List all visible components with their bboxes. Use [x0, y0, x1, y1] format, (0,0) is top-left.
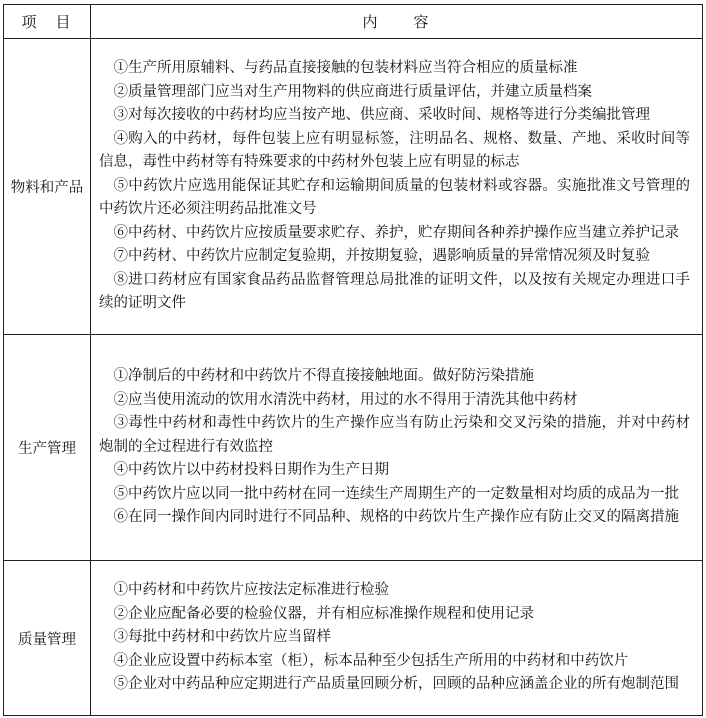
content-quality — [91, 561, 703, 716]
header-item: 项 目 — [4, 5, 91, 39]
header-content: 内 容 — [91, 5, 703, 39]
list-item: ⑦中药材、中药饮片应制定复验期，并按期复验，遇影响质量的异常情况须及时复验 — [113, 248, 650, 265]
list-item: ②应当使用流动的饮用水清洗中药材，用过的水不得用于清洗其他中药材 — [113, 391, 578, 408]
list-item: ⑥中药材、中药饮片应按质量要求贮存、养护，贮存期间各种养护操作应当建立养护记录 — [113, 224, 679, 241]
list-item: ②企业应配备必要的检验仪器，并有相应标准操作规程和使用记录 — [113, 605, 534, 622]
list-item: ③对每次接收的中药材均应当按产地、供应商、采收时间、规格等进行分类编批管理 — [113, 107, 650, 124]
content-materials — [91, 39, 703, 335]
list-item: ①净制后的中药材和中药饮片不得直接接触地面。做好防污染措施 — [113, 368, 534, 385]
list-item: ③每批中药材和中药饮片应当留样 — [113, 629, 331, 646]
table-row-materials — [4, 39, 703, 335]
regulation-table — [3, 4, 703, 716]
list-item: ①中药材和中药饮片应按法定标准进行检验 — [113, 582, 389, 599]
table-header-row — [4, 5, 703, 39]
list-item: ③毒性中药材和毒性中药饮片的生产操作应当有防止污染和交叉污染的措施，并对中药材炮制的全过程进行有效监控 — [99, 415, 690, 455]
list-item: ①生产所用原辅料、与药品直接接触的包装材料应当符合相应的质量标准 — [113, 60, 578, 77]
list-item: ④中药饮片以中药材投料日期作为生产日期 — [113, 462, 389, 479]
table-row-production — [4, 335, 703, 561]
table-row-quality — [4, 561, 703, 716]
list-item: ④企业应设置中药标本室（柜），标本品种至少包括生产所用的中药材和中药饮片 — [113, 652, 629, 669]
list-item: ⑤企业对中药品种应定期进行产品质量回顾分析，回顾的品种应涵盖企业的所有炮制范围 — [113, 676, 679, 693]
list-item: ⑥在同一操作间内同时进行不同品种、规格的中药饮片生产操作应有防止交叉的隔离措施 — [113, 509, 679, 526]
content-production — [91, 335, 703, 561]
category-materials: 物料和产品 — [4, 39, 91, 335]
list-item: ④购入的中药材，每件包装上应有明显标签，注明品名、规格、数量、产地、采收时间等信息，毒性中药材等有特殊要求的中药材外包装上应有明显的标志 — [99, 130, 690, 171]
list-item: ⑧进口药材应有国家食品药品监督管理总局批准的证明文件，以及按有关规定办理进口手续的证明文件 — [99, 271, 690, 312]
list-item: ②质量管理部门应当对生产用物料的供应商进行质量评估，并建立质量档案 — [113, 83, 592, 100]
list-item: ⑤中药饮片应选用能保证其贮存和运输期间质量的包装材料或容器。实施批准文号管理的中药饮片还必须注明药品批准文号 — [99, 177, 690, 218]
list-item: ⑤中药饮片应以同一批中药材在同一连续生产周期生产的一定数量相对均质的成品为一批 — [113, 485, 679, 502]
category-quality: 质量管理 — [4, 561, 91, 716]
category-production: 生产管理 — [4, 335, 91, 561]
